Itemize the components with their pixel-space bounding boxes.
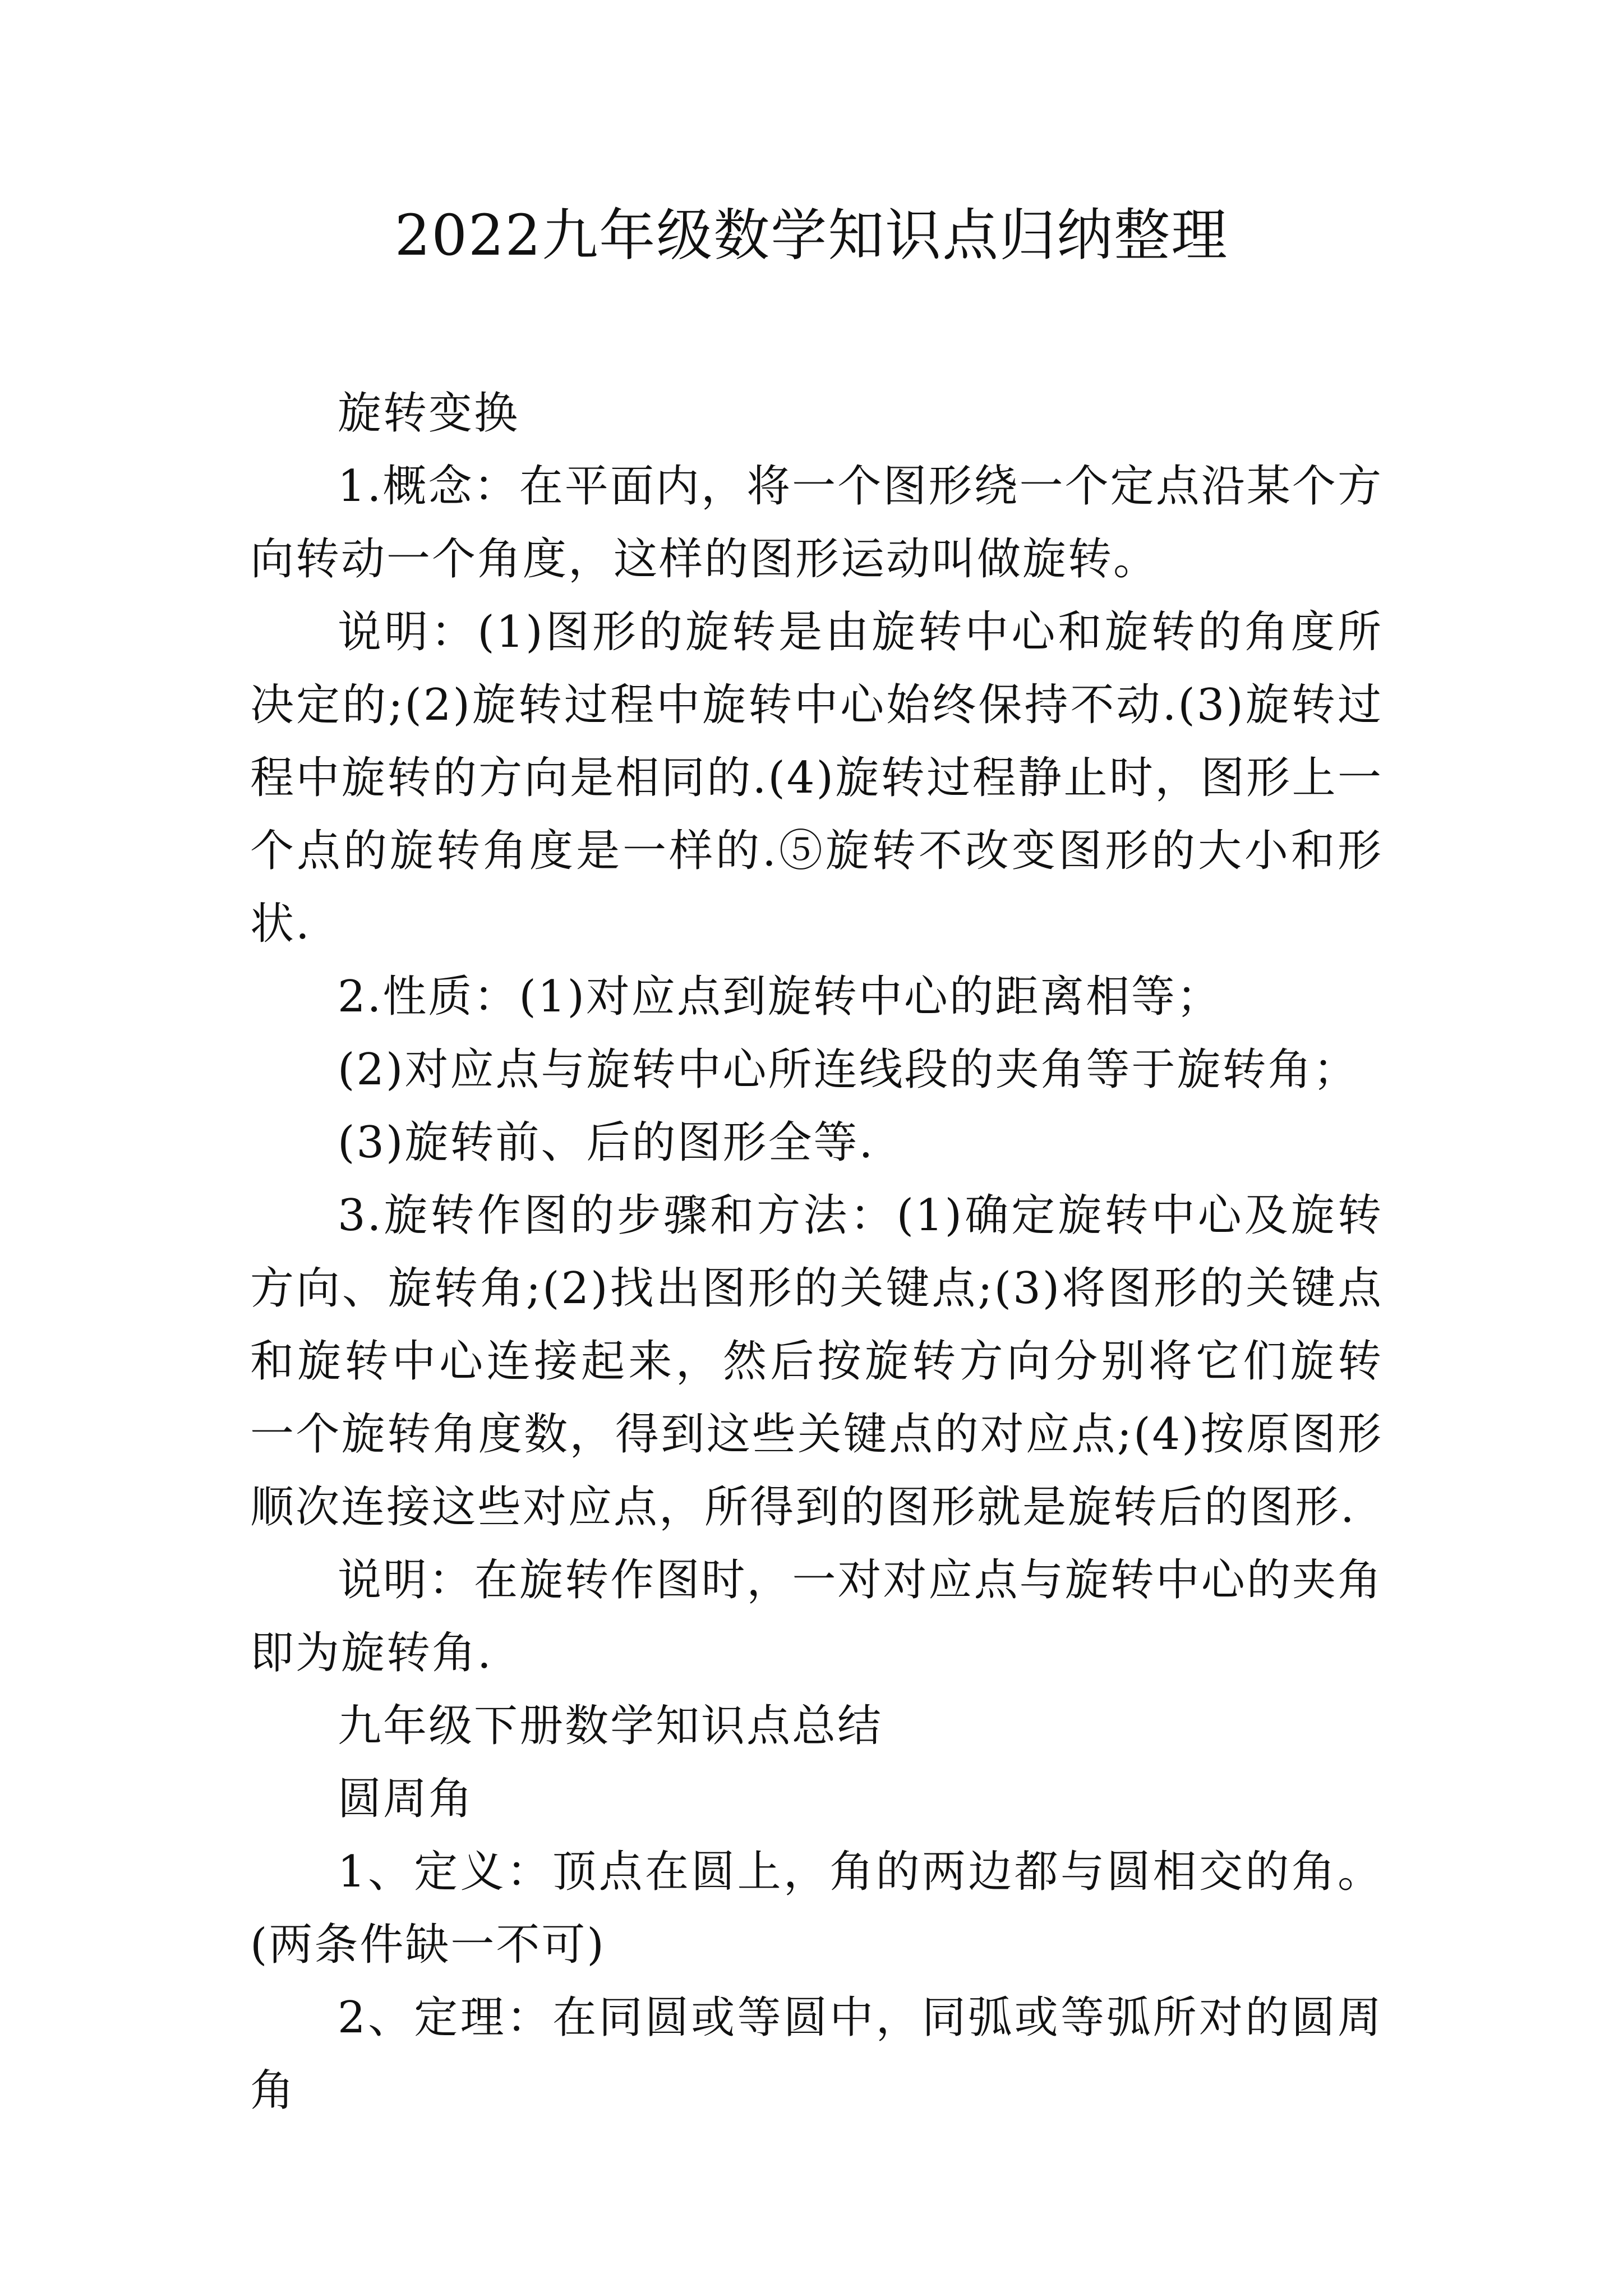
section-heading-rotation: 旋转变换 bbox=[338, 388, 520, 439]
paragraph-theorem: 2、定理：在同圆或等圆中，同弧或等弧所对的圆周角 bbox=[250, 1993, 1383, 2116]
section-heading-inscribed-angle: 圆周角 bbox=[338, 1774, 474, 1824]
paragraph-explanation-1: 说明：(1)图形的旋转是由旋转中心和旋转的角度所决定的;(2)旋转过程中旋转中心始终保持不动.(3)旋转过程中旋转的方向是相同的.(4)旋转过程静止时，图形上一个点的旋转角度是一样的.⑤旋转不改变图形的大小和形状. bbox=[250, 607, 1383, 949]
paragraph-property-1: 2.性质：(1)对应点到旋转中心的距离相等； bbox=[338, 972, 1222, 1022]
section-heading-summary: 九年级下册数学知识点总结 bbox=[338, 1701, 883, 1751]
paragraph-explanation-2: 说明：在旋转作图时，一对对应点与旋转中心的夹角即为旋转角. bbox=[250, 1555, 1383, 1678]
paragraph-concept: 1.概念：在平面内，将一个图形绕一个定点沿某个方向转动一个角度，这样的图形运动叫做旋转。 bbox=[250, 461, 1383, 585]
paragraph-property-3: (3)旋转前、后的图形全等. bbox=[338, 1117, 875, 1168]
paragraph-definition: 1、定义：顶点在圆上，角的两边都与圆相交的角。(两条件缺一不可) bbox=[250, 1847, 1383, 1970]
paragraph-property-2: (2)对应点与旋转中心所连线段的夹角等于旋转角； bbox=[338, 1045, 1359, 1095]
paragraph-drawing-steps: 3.旋转作图的步骤和方法：(1)确定旋转中心及旋转方向、旋转角;(2)找出图形的关键点;(3)将图形的关键点和旋转中心连接起来，然后按旋转方向分别将它们旋转一个旋转角度数，得到这些关键点的对应点;(4)按原图形顺次连接这些对应点，所得到的图形就是旋转后的图形. bbox=[250, 1190, 1383, 1533]
document-title: 2022九年级数学知识点归纳整理 bbox=[394, 203, 1229, 268]
document-body bbox=[250, 377, 1383, 2127]
